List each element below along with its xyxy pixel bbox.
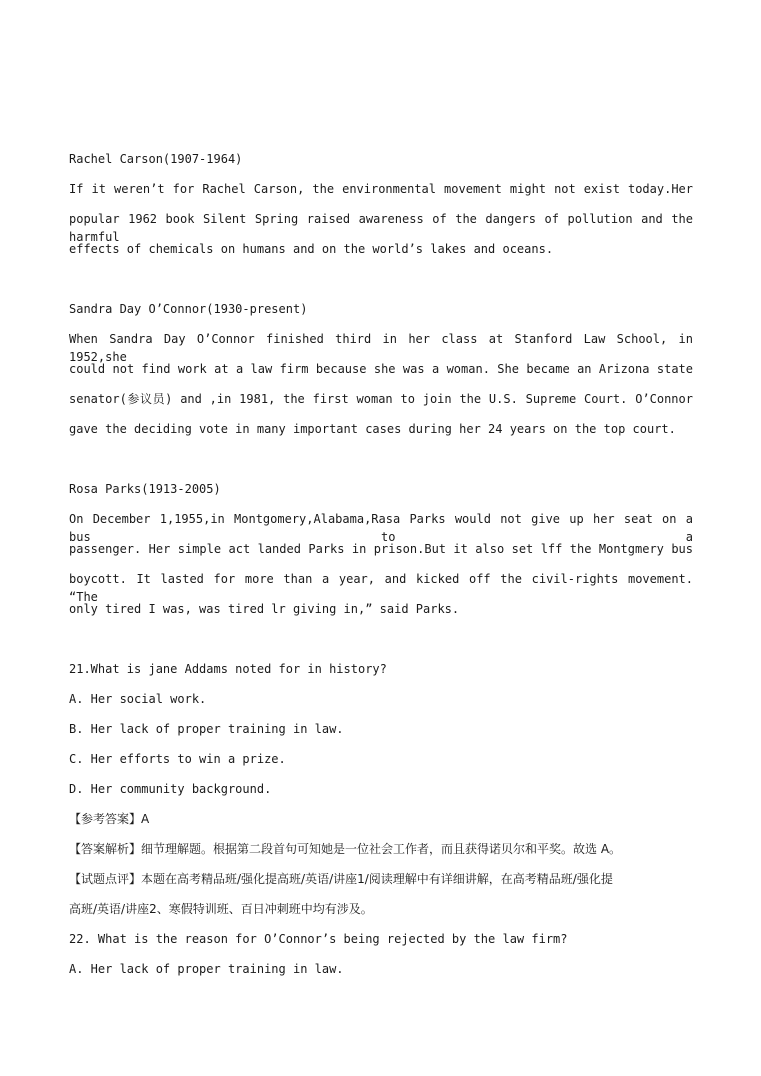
passage-line: only tired I was, was tired lr giving in,” said Parks. xyxy=(69,602,460,616)
question-comment: 高班/英语/讲座2、寒假特训班、百日冲刺班中均有涉及。 xyxy=(69,902,373,916)
passage-heading-parks: Rosa Parks(1913-2005) xyxy=(69,482,221,496)
passage-line: passenger. Her simple act landed Parks in prison.But it also set lff the Montgmery bus xyxy=(69,542,693,556)
passage-line: When Sandra Day O’Connor finished third in her class at Stanford Law School, in 1952,she xyxy=(69,332,693,364)
passage-line: popular 1962 book Silent Spring raised awareness of the dangers of pollution and the harmful xyxy=(69,212,693,244)
passage-line: effects of chemicals on humans and on the world’s lakes and oceans. xyxy=(69,242,554,256)
passage-line: boycott. It lasted for more than a year, and kicked off the civil-rights movement. “The xyxy=(69,572,693,604)
spacer xyxy=(69,450,693,480)
option-b: B. Her lack of proper training in law. xyxy=(69,722,344,736)
passage-line: If it weren’t for Rachel Carson, the environmental movement might not exist today.Her xyxy=(69,182,693,196)
option-a: A. Her social work. xyxy=(69,692,207,706)
passage-line: On December 1,1955,in Montgomery,Alabama,Rasa Parks would not give up her seat on a bus to a xyxy=(69,512,693,544)
document-page xyxy=(69,150,693,990)
option-d: D. Her community background. xyxy=(69,782,272,796)
question-21: 21.What is jane Addams noted for in history? xyxy=(69,662,387,676)
option-a: A. Her lack of proper training in law. xyxy=(69,962,344,976)
passage-heading-carson: Rachel Carson(1907-1964) xyxy=(69,152,243,166)
passage-line: senator(参议员) and ,in 1981, the first woman to join the U.S. Supreme Court. O’Connor xyxy=(69,392,693,406)
answer-analysis: 【答案解析】细节理解题。根据第二段首句可知她是一位社会工作者，而且获得诺贝尔和平奖。故选 A。 xyxy=(69,842,622,856)
question-22: 22. What is the reason for O’Connor’s being rejected by the law firm? xyxy=(69,932,568,946)
passage-heading-oconnor: Sandra Day O’Connor(1930-present) xyxy=(69,302,308,316)
answer-key: 【参考答案】A xyxy=(69,812,150,826)
question-comment: 【试题点评】本题在高考精品班/强化提高班/英语/讲座1/阅读理解中有详细讲解，在高考精品班/强化提 xyxy=(69,872,613,886)
option-c: C. Her efforts to win a prize. xyxy=(69,752,286,766)
passage-line: could not find work at a law firm because she was a woman. She became an Arizona state xyxy=(69,362,693,376)
spacer xyxy=(69,630,693,660)
passage-line: gave the deciding vote in many important cases during her 24 years on the top court. xyxy=(69,422,676,436)
spacer xyxy=(69,270,693,300)
